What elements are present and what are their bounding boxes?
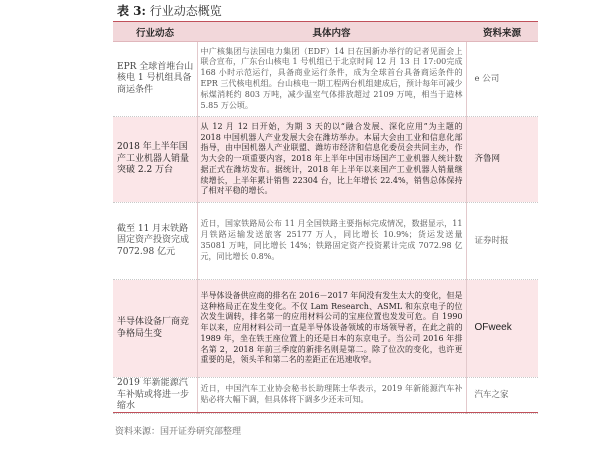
row-industry: 2018 年上半年国产工业机器人销量突破 2.2 万台 [113, 117, 197, 203]
header-detail: 具体内容 [197, 22, 466, 42]
table-row [113, 117, 538, 203]
row-source: e 公司 [466, 42, 538, 117]
table-row [113, 280, 538, 378]
table-row [113, 378, 538, 414]
row-source: OFweek [466, 280, 538, 378]
table-row [113, 203, 538, 280]
row-detail: 近日，国家铁路局公布 11 月全国铁路主要指标完成情况，数据显示，11 月铁路运输发送旅客 25177 万人，同比增长 10.9%；货运发送量 35081 万吨，同比增长 14%；铁路固定资产投资累计完成 7072.98 亿元，同比增长 0.8%。 [197, 203, 466, 280]
row-detail: 中广核集团与法国电力集团（EDF）14 日在国新办举行的记者见面会上联合宣布，广东台山核电 1 号机组已于北京时间 12 月 13 日 17:00完成 168 小时示范运行，具备商业运行条件，成为全球首台具备商运条件的 EPR 三代核电机组。台山核电一期工程两台机组建成后，预计每年可减少标煤消耗约 803 万吨，减少温室气体排放超过 2109 万吨，相当于造林 5.85 万公顷。 [197, 42, 466, 117]
row-industry: EPR 全球首堆台山核电 1 号机组具备商运条件 [113, 42, 197, 117]
row-industry: 2019 年新能源汽车补贴或将进一步缩水 [113, 378, 197, 414]
table-row [113, 42, 538, 117]
table-bottom-rule [113, 412, 538, 413]
row-industry: 截至 11 月末铁路固定资产投资完成 7072.98 亿元 [113, 203, 197, 280]
row-detail: 半导体设备供应商的排名在 2016－2017 年间没有发生太大的变化，但是这种格局正在发生变化。不仅 Lam Research、ASML 和东京电子的位次发生调转，排名第一的应用材料公司的宝座位置也发发可危。自 1990 年以来，应用材料公司一直是半导体设备领域的市场领导者，在此之前的 1989 年，坐在铁王座位置上的还是日本的东京电子。当公司 2016 年排名第 2，2018 年前三季度的新排名则是第二。除了位次的变化，也许更重要的是，领头羊和第二名的差距正在迅速收窄。 [197, 280, 466, 378]
row-industry: 半导体设备厂商竞争格局生变 [113, 280, 197, 378]
row-source: 齐鲁网 [466, 117, 538, 203]
header-source: 资料来源 [466, 22, 538, 42]
table-caption [117, 2, 222, 20]
header-industry: 行业动态 [113, 22, 197, 42]
row-detail: 近日，中国汽车工业协会秘书长助理陈士华表示，2019 年新能源汽车补贴必将大幅下调，但具体将下调多少还未可知。 [197, 378, 466, 414]
row-detail: 从 12 月 12 日开始，为期 3 天的以“融合发展、深化应用”为主题的 2018 中国机器人产业发展大会在潍坊举办。本届大会由工业和信息化部指导，由中国机器人产业联盟、潍坊市经济和信息化委员会共同主办，作为大会的一项重要内容，2018 年上半年中国市场国产工业机器人统计数据正式在潍坊发布。据统计，2018 年上半年以来国产工业机器人销量继续增长，上半年累计销售 22304 台，比上年增长 22.4%，销售总体保持了相对平稳的增长。 [197, 117, 466, 203]
caption-title: 行业动态概览 [149, 4, 222, 18]
caption-number: 表 3: [117, 4, 146, 18]
row-source: 汽车之家 [466, 378, 538, 414]
source-note: 资料来源：国开证券研究部整理 [115, 427, 242, 437]
industry-news-table [113, 21, 538, 414]
row-source: 证券时报 [466, 203, 538, 280]
table-header-row [113, 22, 538, 42]
